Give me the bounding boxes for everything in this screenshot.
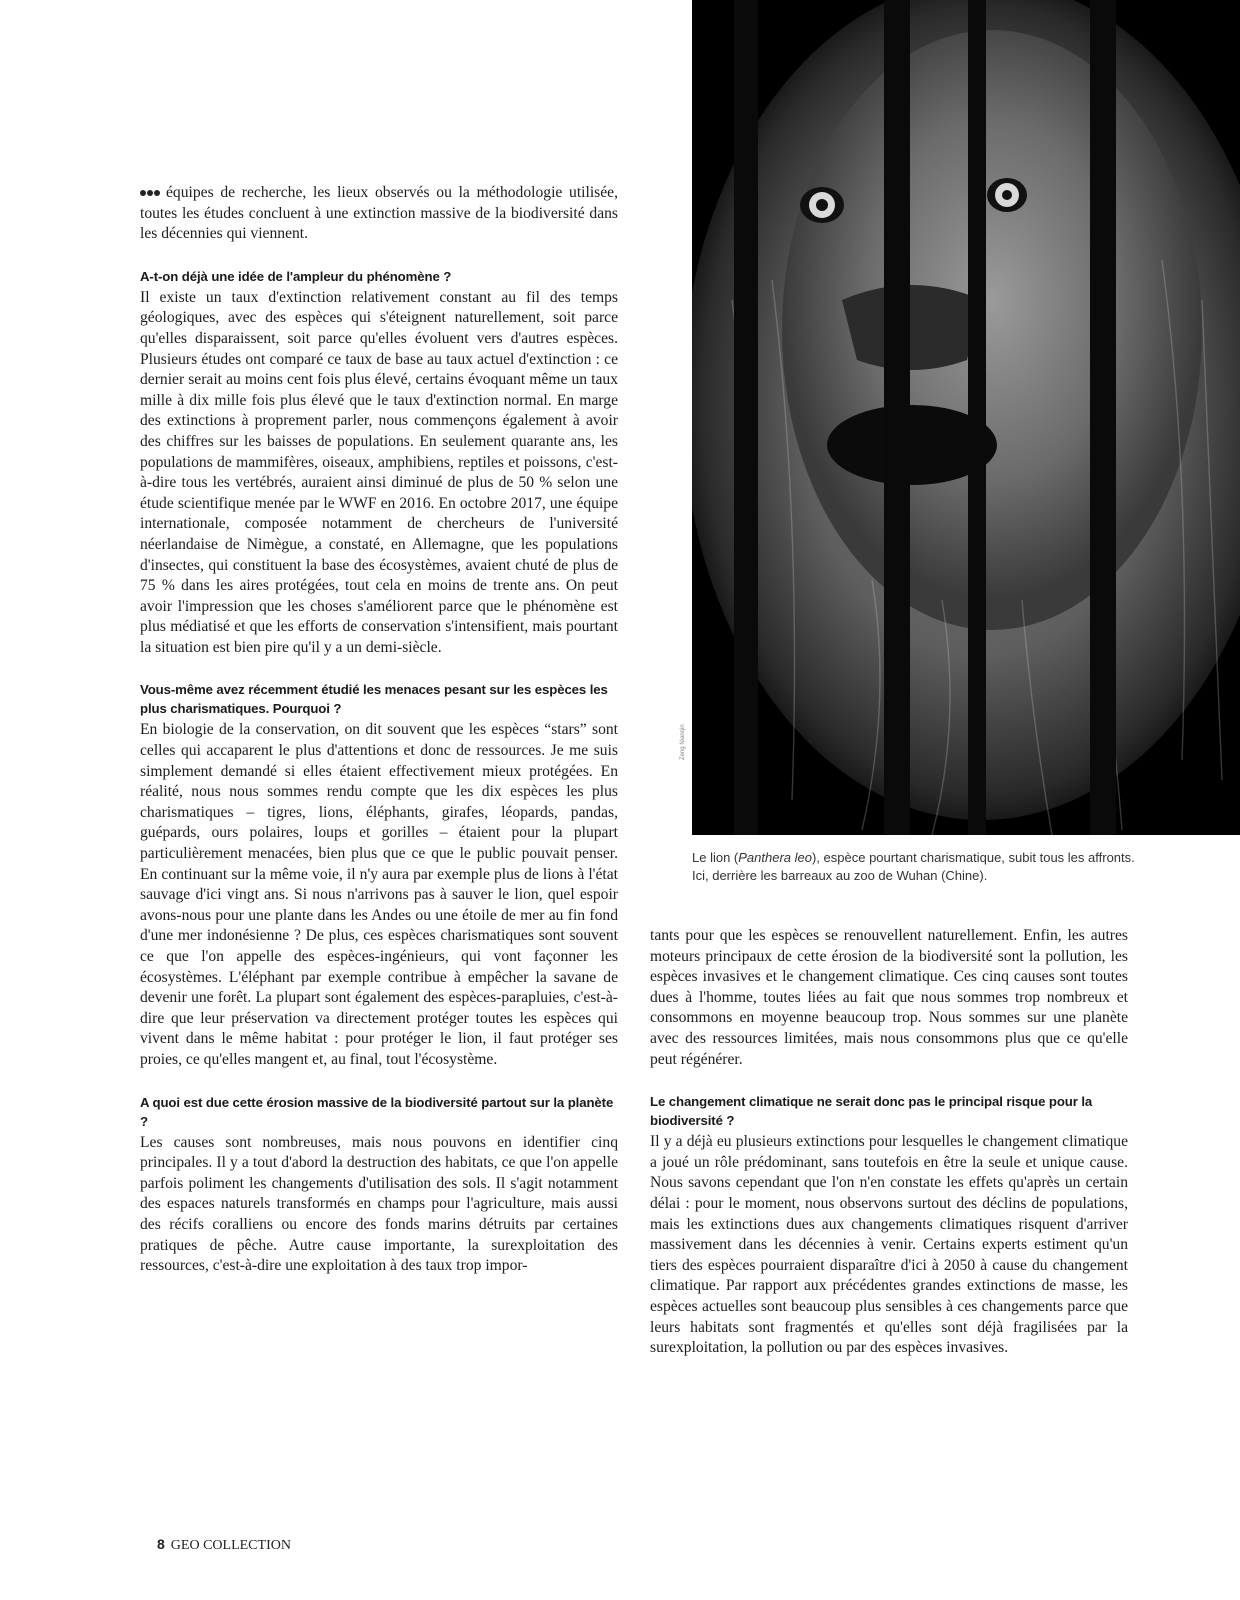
caption-suffix: ), espèce pourtant charismatique, subit tous les affronts. Ici, derrière les barreaux au zoo de Wuhan (Chine). [692,850,1135,883]
publication-name: GEO COLLECTION [170,1538,291,1553]
caption-prefix: Le lion ( [692,850,739,865]
continued-paragraph: tants pour que les espèces se renouvellent naturellement. Enfin, les autres moteurs principaux de cette érosion de la biodiversité sont la pollution, les espèces invasives et le changement climatique. Ces cinq causes sont toutes dues à l'homme, toutes liées au fait que nous sommes trop nombreux et consommons en moyenne beaucoup trop. Nous sommes sur une planète avec des ressources limitées, mais nous consommons plus que ce qu'elle peut régénérer. [650,927,1128,1068]
question-4: Le changement climatique ne serait donc pas le principal risque pour la biodiversité ? [650,1094,1093,1129]
answer-4: Il y a déjà eu plusieurs extinctions pour lesquelles le changement climatique a joué un rôle prédominant, sans toutefois en être la seule et unique cause. Nous savons cependant que l'on n'en constate les effets qu'après un certain délai : pour le moment, nous observons surtout des déclins de populations, mais les extinctions dues aux changements climatiques risquent d'arriver massivement dans les décennies à venir. Certains experts estiment qu'un tiers des espèces pourraient disparaître d'ici à 2050 à cause du changement climatique. Par rapport aux précédentes grandes extinctions de masse, les espèces actuelles sont beaucoup plus sensibles à ces changements parce que leurs habitats sont fragmentés et qu'elles sont déjà fragilisées par la surexploitation, la pollution ou par des espèces invasives. [650,1133,1128,1357]
answer-1: Il existe un taux d'extinction relativement constant au fil des temps géologiques, avec des espèces qui s'éteignent naturellement, soit parce qu'elles disparaissent, soit parce qu'elles évoluent vers d'autres espèces. Plusieurs études ont comparé ce taux de base au taux actuel d'extinction : ce dernier serait au moins cent fois plus élevé, certains évoquant même un taux mille à dix mille fois plus élevé que le taux d'extinction normal. En marge des extinctions à proprement parler, nous commençons également à avoir des chiffres sur les baisses de populations. En seulement quarante ans, les populations de mammifères, oiseaux, amphibiens, reptiles et poissons, c'est-à-dire tous les vertébrés, auraient ainsi diminué de plus de 50 % selon une étude scientifique menée par le WWF en 2016. En octobre 2017, une équipe internationale, composée notamment de chercheurs de l'université néerlandaise de Nimègue, a constaté, en Allemagne, que les populations d'insectes, qui constituent la base des écosystèmes, avaient chuté de plus de 75 % dans les aires protégées, tout cela en moins de trente ans. On peut avoir l'impression que les choses s'améliorent parce que le phénomène est plus médiatisé et que les efforts de conservation s'intensifient, mais pourtant la situation est bien pire qu'il y a un demi-siècle. [140,288,618,656]
lion-photo [692,0,1240,835]
question-2: Vous-même avez récemment étudié les menaces pesant sur les espèces les plus charismatiques. Pourquoi ? [140,682,608,717]
page-number: 8 [157,1536,165,1552]
question-1: A-t-on déjà une idée de l'ampleur du phénomène ? [140,268,452,284]
continuation-dots-icon [140,182,161,203]
intro-text: équipes de recherche, les lieux observés ou la méthodologie utilisée, toutes les études concluent à une extinction massive de la biodiversité dans les décennies qui viennent. [140,184,618,243]
right-column [650,926,1128,1359]
caption-species: Panthera leo [738,850,812,865]
photo-credit: Zeng Nianqin [680,724,686,760]
answer-2: En biologie de la conservation, on dit souvent que les espèces “stars” sont celles qui accaparent le plus d'attentions et donc de ressources. Je me suis simplement demandé si elles étaient effectivement mieux protégées. En réalité, nous nous sommes rendu compte que les dix espèces les plus charismatiques – tigres, lions, éléphants, girafes, léopards, pandas, guépards, ours polaires, loups et gorilles – étaient pour la plupart particulièrement menacées, bien plus que ce que le public pouvait penser. En continuant sur la même voie, il n'y aura par exemple plus de lions à l'état sauvage d'ici vingt ans. Si nous n'arrivons pas à sauver le lion, quel espoir avons-nous pour une plante dans les Andes ou une étoile de mer au fin fond d'une mer indonésienne ? De plus, ces espèces charismatiques sont souvent ce que l'on appelle des espèces-ingénieurs, qui vont façonner les écosystèmes. L'éléphant par exemple contribue à empêcher la savane de devenir une forêt. La plupart sont également des espèces-parapluies, c'est-à-dire que leur préservation va directement protéger toutes les espèces qui vivent dans le même habitat : pour protéger le lion, il faut protéger ses proies, ce qu'elles mangent et, au final, tout l'écosystème. [140,721,618,1068]
lion-image [692,0,1240,835]
photo-caption [692,849,1136,885]
question-3: A quoi est due cette érosion massive de la biodiversité partout sur la planète ? [140,1094,614,1129]
page-footer [157,1536,291,1554]
left-column [140,182,618,1277]
intro-paragraph [140,182,618,245]
answer-3: Les causes sont nombreuses, mais nous pouvons en identifier cinq principales. Il y a tout d'abord la destruction des habitats, ce que l'on appelle parfois poliment les changements d'utilisation des sols. Il s'agit notamment des espaces naturels transformés en champs pour l'agriculture, mais aussi des récifs coralliens ou encore des fonds marins détruits par certaines pratiques de pêche. Autre cause importante, la surexploitation des ressources, c'est-à-dire une exploitation à des taux trop impor- [140,1133,618,1275]
